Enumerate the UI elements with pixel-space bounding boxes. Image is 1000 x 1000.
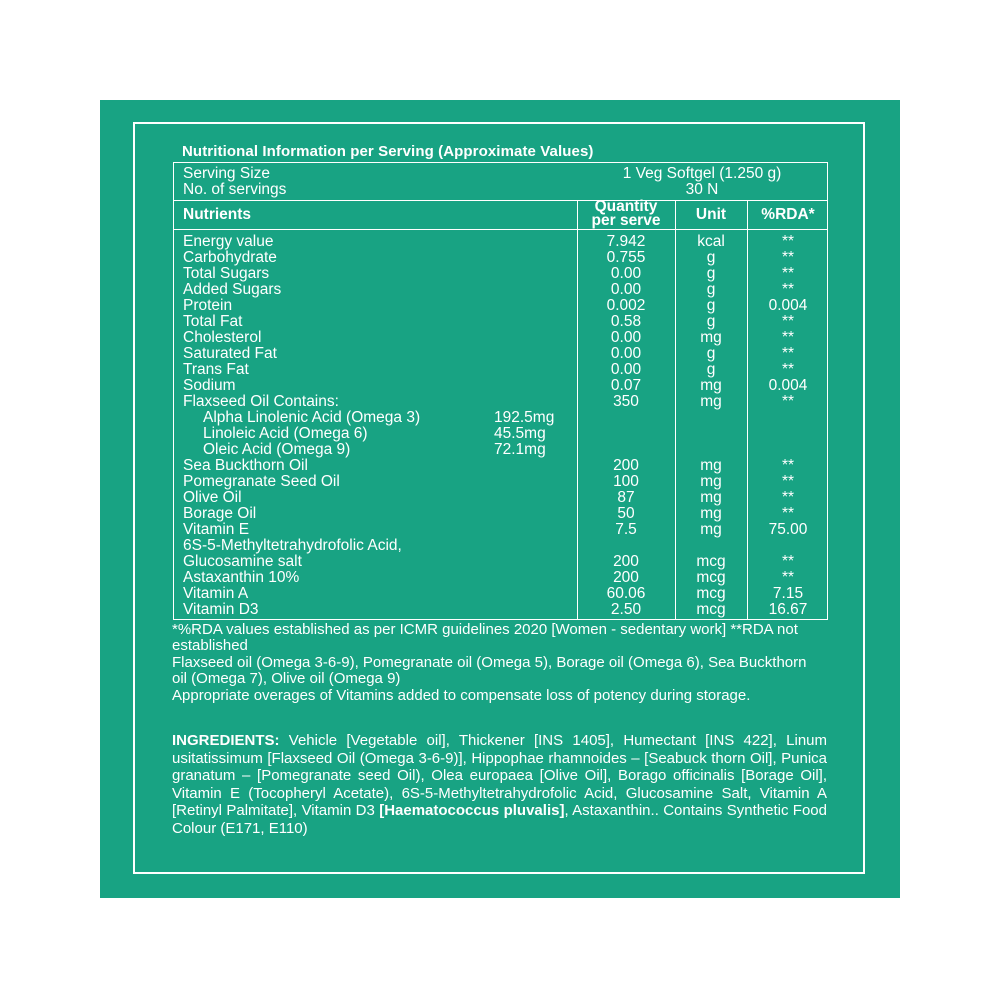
nutrient-unit: mg	[700, 393, 722, 410]
nutrient-name: Linoleic Acid (Omega 6)	[203, 425, 368, 442]
nutrient-unit: mg	[700, 473, 722, 490]
nutrient-unit: g	[706, 313, 716, 330]
nutrient-name: Added Sugars	[183, 281, 282, 298]
nutrient-rda: **	[781, 265, 795, 282]
ingredients-block	[172, 732, 827, 837]
nutrient-quantity: 0.00	[610, 345, 642, 362]
nutrient-unit: kcal	[697, 233, 725, 250]
nutrition-title: Nutritional Information per Serving (Approximate Values)	[182, 143, 594, 160]
header-rda: %RDA*	[761, 206, 815, 223]
nutrient-quantity: 200	[613, 457, 639, 474]
nutrient-quantity: 0.002	[606, 297, 646, 314]
nutrient-name: Glucosamine salt	[183, 553, 302, 570]
nutrient-name: Flaxseed Oil Contains:	[183, 393, 339, 410]
nutrient-unit: mg	[700, 377, 722, 394]
nutrient-quantity: 0.00	[610, 265, 642, 282]
nutrient-rda: **	[781, 281, 795, 298]
nutrient-name: Oleic Acid (Omega 9)	[203, 441, 351, 458]
nutrient-quantity: 200	[613, 569, 639, 586]
nutrient-name: Sodium	[183, 377, 236, 394]
nutrient-quantity: 0.00	[610, 361, 642, 378]
nutrient-name: Saturated Fat	[183, 345, 277, 362]
nutrient-unit: g	[706, 345, 716, 362]
nutrient-rda: **	[781, 393, 795, 410]
header-unit: Unit	[695, 206, 727, 223]
nutrition-table	[173, 162, 828, 620]
nutrient-rda: **	[781, 473, 795, 490]
nutrient-name: Protein	[183, 297, 233, 314]
nutrient-rda: 75.00	[768, 521, 808, 538]
nutrient-unit: mg	[700, 457, 722, 474]
nutrient-unit: g	[706, 297, 716, 314]
servings-count-value: 30 N	[685, 181, 719, 198]
nutrient-name: Alpha Linolenic Acid (Omega 3)	[203, 409, 421, 426]
nutrient-name: Cholesterol	[183, 329, 262, 346]
nutrient-quantity: 0.07	[610, 377, 642, 394]
nutrient-rda: **	[781, 457, 795, 474]
nutrient-sub-quantity: 45.5mg	[494, 425, 546, 442]
nutrient-rda: **	[781, 345, 795, 362]
ingredients-text-end: , Astaxanthin.. Contains Synthetic Food Colour (E171, E110)	[172, 802, 827, 837]
nutrient-rda: **	[781, 505, 795, 522]
nutrient-unit: mcg	[696, 601, 726, 618]
nutrient-quantity: 200	[613, 553, 639, 570]
header-nutrients: Nutrients	[183, 206, 252, 223]
nutrient-quantity: 100	[613, 473, 639, 490]
nutrient-name: Pomegranate Seed Oil	[183, 473, 340, 490]
nutrient-name: Olive Oil	[183, 489, 242, 506]
table-divider	[174, 229, 827, 230]
nutrient-rda: 7.15	[772, 585, 804, 602]
nutrient-quantity: 87	[617, 489, 635, 506]
nutrient-unit: mcg	[696, 553, 726, 570]
nutrient-unit: mcg	[696, 585, 726, 602]
serving-size-value: 1 Veg Softgel (1.250 g)	[622, 165, 782, 182]
nutrient-quantity: 2.50	[610, 601, 642, 618]
footnotes	[172, 622, 822, 704]
nutrient-rda: 0.004	[768, 377, 808, 394]
footnote: *%RDA values established as per ICMR guidelines 2020 [Women - sedentary work] **RDA not established	[172, 621, 798, 655]
nutrient-name: Trans Fat	[183, 361, 249, 378]
nutrient-quantity: 0.755	[606, 249, 646, 266]
ingredients-text: Vehicle [Vegetable oil], Thickener [INS 1405], Humectant [INS 422], Linum usitatissimum [Flaxseed Oil (Omega 3-6-9)], Hippophae rhamnoides – [Seabuck thorn Oil], Punica granatum – [Pomegranate seed Oil), Olea europaea [Olive Oil], Borago officinalis [Borage Oil], Vitamin E (Tocopheryl Acetate), 6S-5-Methyltetrahydrofolic Acid, Glucosamine Salt, Vitamin A [Retinyl Palmitate], Vitamin D3	[172, 732, 827, 819]
nutrient-name: Vitamin D3	[183, 601, 259, 618]
nutrient-name: Carbohydrate	[183, 249, 277, 266]
nutrient-rda: 16.67	[768, 601, 808, 618]
header-quantity	[577, 200, 675, 228]
nutrient-unit: mcg	[696, 569, 726, 586]
header-quantity-line2: per serve	[591, 212, 661, 229]
nutrient-rda: **	[781, 361, 795, 378]
nutrient-rda: **	[781, 233, 795, 250]
nutrient-rda: **	[781, 569, 795, 586]
nutrient-quantity: 50	[617, 505, 635, 522]
nutrient-unit: mg	[700, 329, 722, 346]
nutrient-name: 6S-5-Methyltetrahydrofolic Acid,	[183, 537, 402, 554]
nutrient-name: Astaxanthin 10%	[183, 569, 300, 586]
nutrient-quantity: 0.00	[610, 281, 642, 298]
ingredients-bold-text: [Haematococcus pluvalis]	[379, 802, 565, 819]
nutrient-rda: **	[781, 329, 795, 346]
nutrient-quantity: 350	[613, 393, 639, 410]
header-quantity-line1: Quantity	[594, 198, 658, 215]
nutrient-unit: mg	[700, 489, 722, 506]
nutrient-quantity: 60.06	[606, 585, 646, 602]
nutrient-quantity: 0.58	[610, 313, 642, 330]
nutrient-name: Total Sugars	[183, 265, 270, 282]
nutrient-name: Energy value	[183, 233, 274, 250]
nutrient-sub-quantity: 72.1mg	[494, 441, 546, 458]
nutrient-rda: 0.004	[768, 297, 808, 314]
nutrient-unit: g	[706, 281, 716, 298]
nutrient-rda: **	[781, 313, 795, 330]
serving-size-label: Serving Size	[183, 165, 271, 182]
nutrient-unit: mg	[700, 505, 722, 522]
nutrient-name: Vitamin E	[183, 521, 250, 538]
footnote: Appropriate overages of Vitamins added to compensate loss of potency during storage.	[172, 686, 751, 704]
nutrient-name: Borage Oil	[183, 505, 257, 522]
nutrient-rda: **	[781, 489, 795, 506]
nutrient-unit: mg	[700, 521, 722, 538]
nutrient-quantity: 7.942	[606, 233, 646, 250]
nutrient-unit: g	[706, 249, 716, 266]
nutrient-quantity: 0.00	[610, 329, 642, 346]
nutrient-name: Vitamin A	[183, 585, 249, 602]
nutrient-rda: **	[781, 553, 795, 570]
footnote: Flaxseed oil (Omega 3-6-9), Pomegranate oil (Omega 5), Borage oil (Omega 6), Sea Buckthorn oil (Omega 7), Olive oil (Omega 9)	[172, 653, 807, 688]
servings-count-label: No. of servings	[183, 181, 287, 198]
nutrient-quantity: 7.5	[615, 521, 637, 538]
nutrient-name: Total Fat	[183, 313, 243, 330]
nutrient-unit: g	[706, 361, 716, 378]
nutrient-name: Sea Buckthorn Oil	[183, 457, 308, 474]
nutrient-rda: **	[781, 249, 795, 266]
nutrient-unit: g	[706, 265, 716, 282]
ingredients-label: INGREDIENTS:	[172, 732, 280, 749]
table-divider	[174, 200, 827, 201]
nutrient-sub-quantity: 192.5mg	[494, 409, 555, 426]
